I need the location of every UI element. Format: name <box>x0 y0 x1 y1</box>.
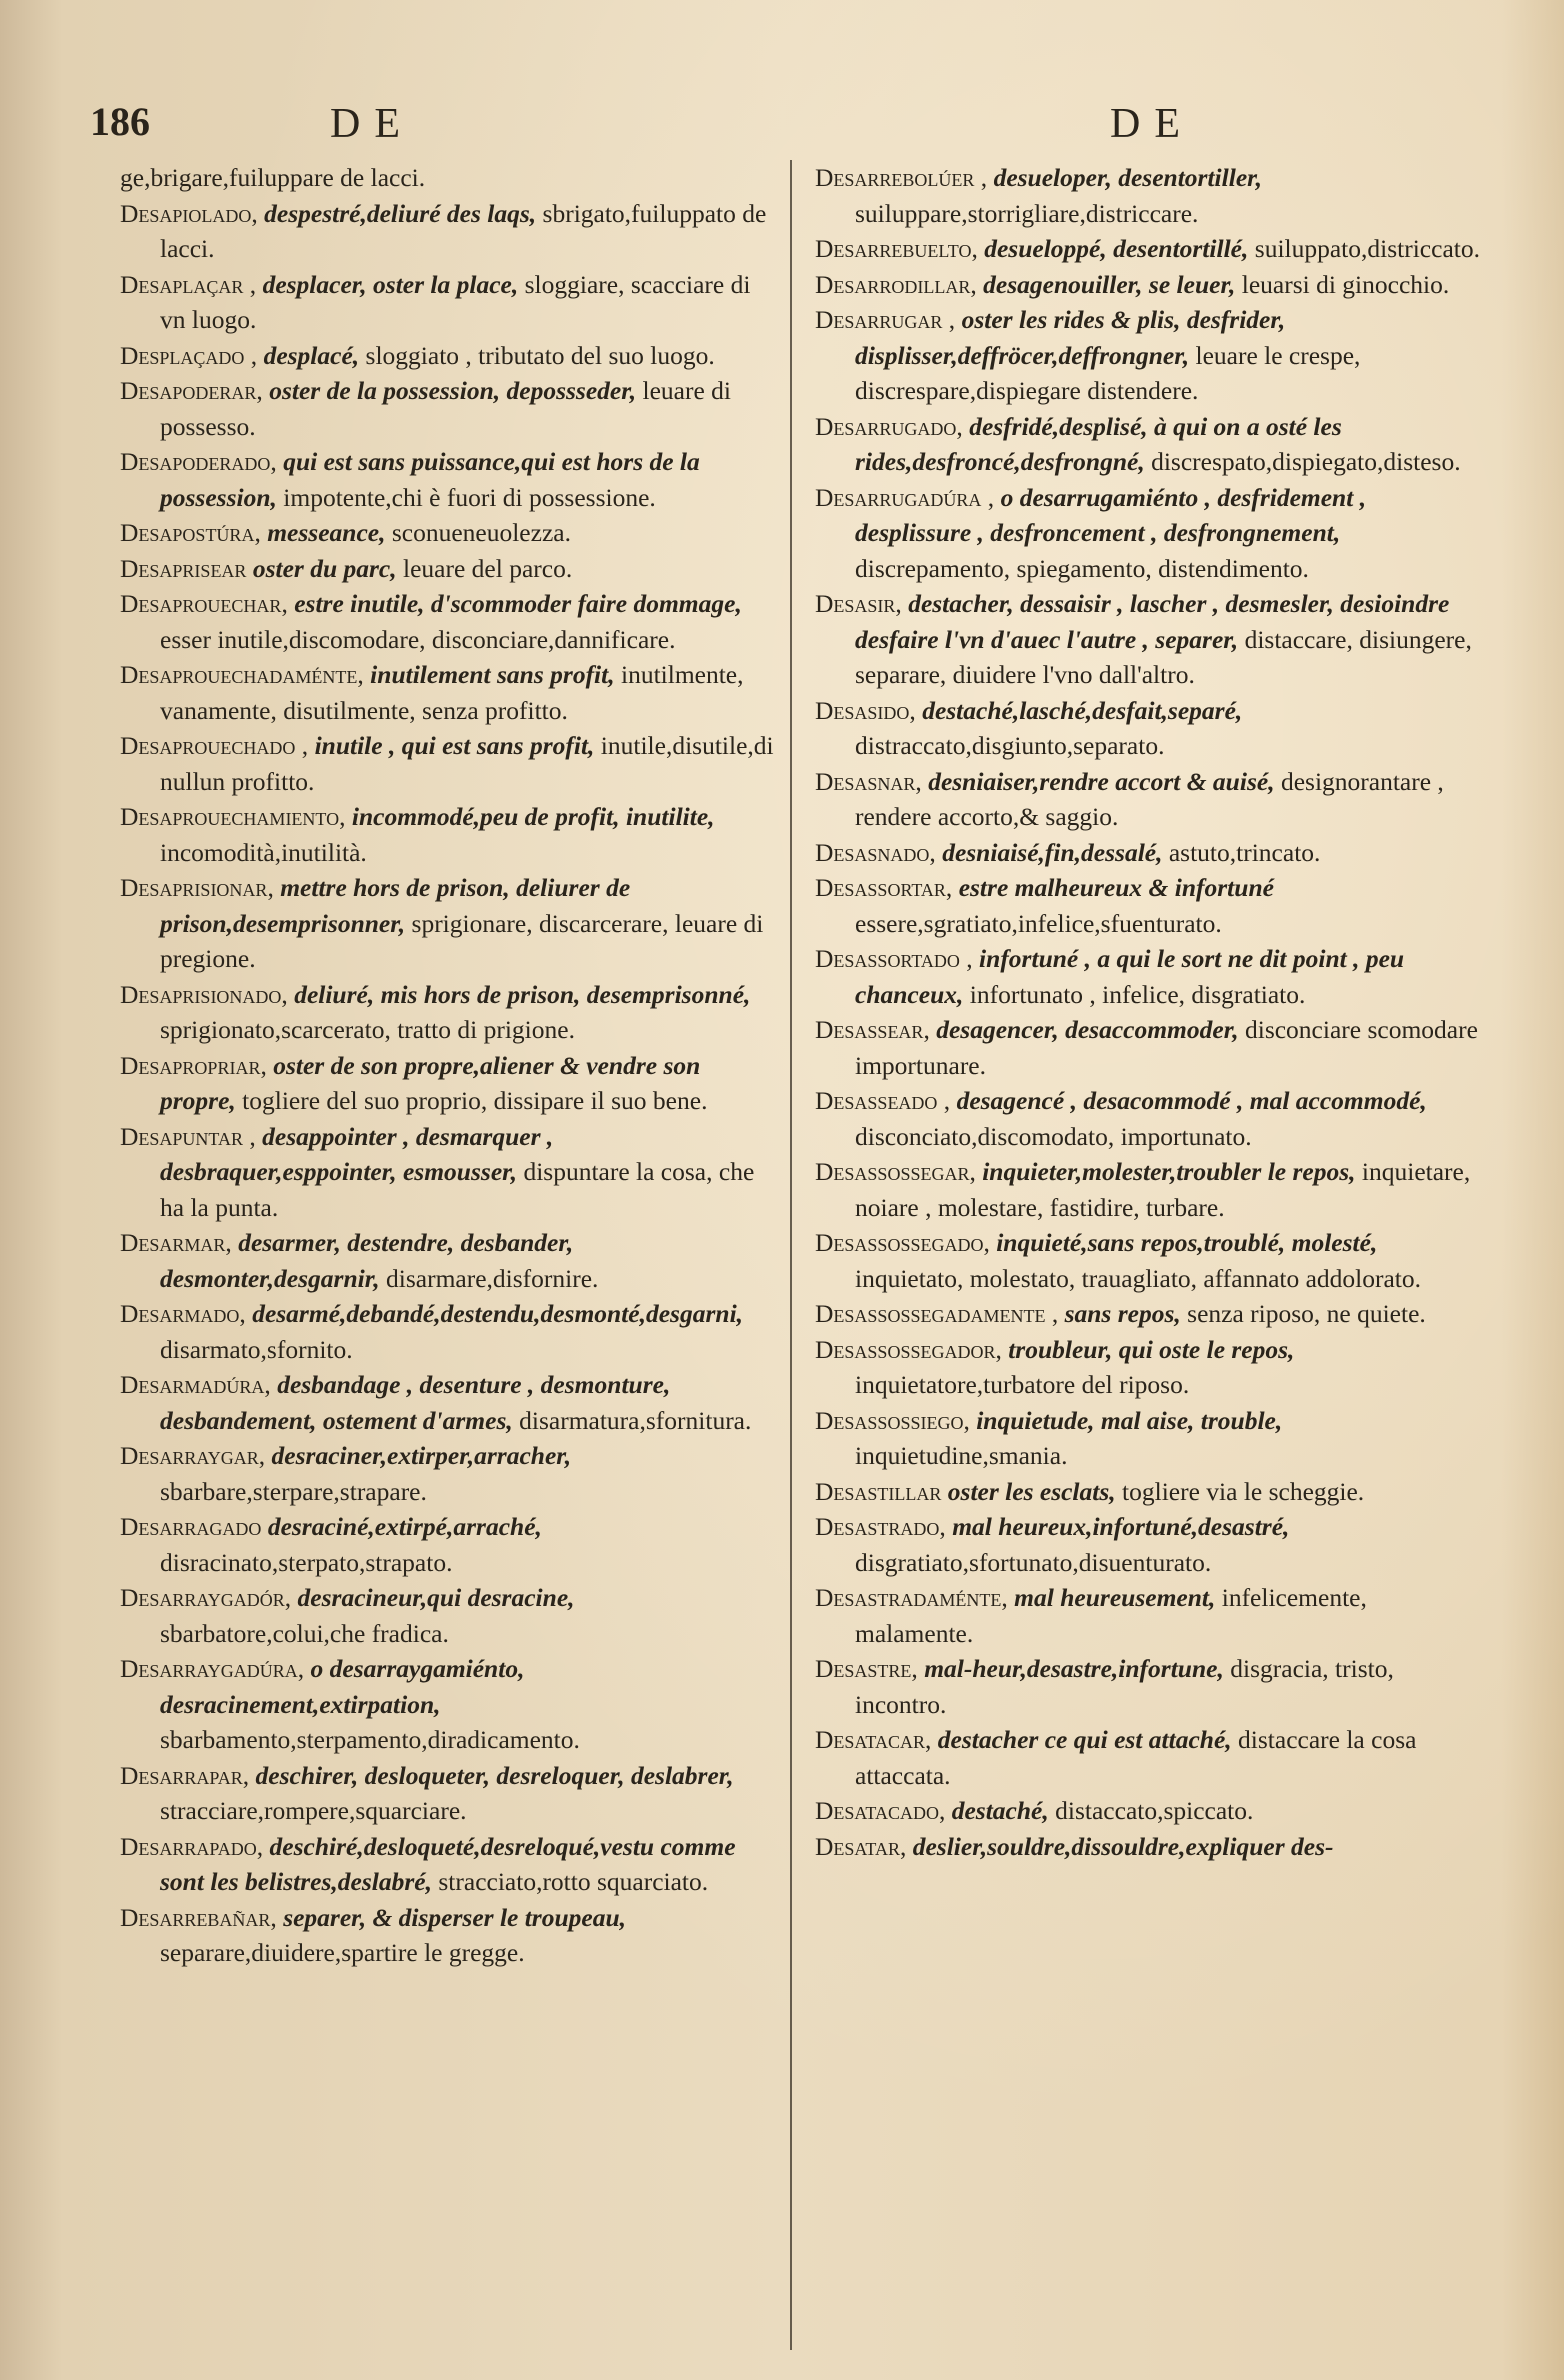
dictionary-entry <box>120 1509 780 1580</box>
entry-italian-gloss: disarmatura,sfornitura. <box>519 1405 752 1435</box>
dictionary-entry <box>120 1225 780 1296</box>
entry-french-gloss: destaché, <box>951 1796 1049 1825</box>
dictionary-entry <box>120 1758 780 1829</box>
entry-french-gloss: desraciné,extirpé,arraché, <box>267 1512 542 1541</box>
entry-headword: Desasido, <box>815 695 916 725</box>
entry-italian-gloss: essere,sgratiato,infelice,sfuenturato. <box>855 908 1222 938</box>
entry-french-gloss: desueloppé, desentortillé, <box>984 234 1249 263</box>
page-header <box>90 98 1524 158</box>
entry-headword: Desarrugar , <box>815 305 956 334</box>
entry-italian-gloss: disracinato,sterpato,strapato. <box>160 1547 453 1577</box>
entry-italian-gloss: leuare del parco. <box>403 553 573 583</box>
entry-headword: Desarrapar, <box>120 1760 250 1790</box>
entry-headword: Desatacado, <box>815 1796 946 1825</box>
entry-italian-gloss: sbarbare,sterpare,strapare. <box>160 1476 427 1506</box>
entry-italian-gloss: infelicemente, malamente. <box>855 1583 1367 1648</box>
entry-french-gloss: desniaiser,rendre accort & auisé, <box>928 766 1275 796</box>
entry-french-gloss: inquieté,sans repos,troublé, molesté, <box>996 1228 1378 1257</box>
entry-italian-gloss: leuare di possesso. <box>160 376 731 441</box>
dictionary-entry <box>815 160 1485 231</box>
entry-french-gloss: estre malheureux & infortuné <box>958 873 1274 902</box>
entry-french-gloss: mal heureux,infortuné,desastré, <box>952 1512 1290 1541</box>
entry-italian-gloss: discrepamento, spiegamento, distendimento. <box>855 553 1309 583</box>
entry-headword: Desarrebolúer , <box>815 163 988 192</box>
entry-french-gloss: deslier,souldre,dissouldre,expliquer des- <box>912 1831 1334 1861</box>
entry-headword: Desapostúra, <box>120 518 261 547</box>
entry-french-gloss: separer, & disperser le troupeau, <box>283 1902 627 1932</box>
entry-italian-gloss: inutilmente, vanamente, disutilmente, senza profitto. <box>160 660 744 725</box>
entry-french-gloss: deliuré, mis hors de prison, desemprisonné, <box>294 979 751 1009</box>
entry-italian-gloss: disgracia, tristo, incontro. <box>855 1654 1394 1719</box>
entry-french-gloss: oster de la possession, depossseder, <box>269 376 637 405</box>
entry-headword: Desarragado <box>120 1512 262 1541</box>
entry-headword: Desarrodillar, <box>815 269 977 299</box>
entry-french-gloss: destaché,lasché,desfait,separé, <box>922 695 1243 725</box>
running-head-right: DE <box>1110 101 1194 147</box>
entry-headword: Desasnar, <box>815 766 922 796</box>
entry-french-gloss: infortuné , a qui le sort ne dit point , peu chanceux, <box>855 944 1405 1009</box>
entry-french-gloss: o desarrugamiénto , desfridement , desplissure , desfroncement , desfrongnement, <box>855 482 1367 547</box>
entry-italian-gloss: distaccare, disiungere, separare, diuidere l'vno dall'altro. <box>855 624 1472 689</box>
dictionary-entry <box>120 1580 780 1651</box>
entry-french-gloss: oster les esclats, <box>947 1476 1116 1506</box>
entry-headword: Desarrebañar, <box>120 1902 277 1932</box>
entry-french-gloss: mal-heur,desastre,infortune, <box>924 1654 1224 1683</box>
entry-italian-gloss: suiluppare,storrigliare,districcare. <box>855 198 1199 228</box>
entry-french-gloss: inutile , qui est sans profit, <box>314 731 595 760</box>
entry-headword: Desaprisionado, <box>120 979 288 1009</box>
entry-italian-gloss: sloggiato , tributato del suo luogo. <box>365 340 715 370</box>
entry-headword: Desapuntar , <box>120 1121 256 1151</box>
entry-headword: Desarrugado, <box>815 411 963 441</box>
entry-headword: Desapoderar, <box>120 376 263 405</box>
entry-headword: Desassortar, <box>815 873 953 902</box>
entry-french-gloss: desueloper, desentortiller, <box>993 163 1263 192</box>
entry-italian-gloss: astuto,trincato. <box>1168 837 1321 867</box>
entry-french-gloss: desagencer, desaccommoder, <box>936 1015 1239 1044</box>
entry-italian-gloss: separare,diuidere,spartire le gregge. <box>160 1938 525 1967</box>
dictionary-entry <box>815 409 1485 480</box>
entry-french-gloss: destacher, dessaisir , lascher , desmesler, desioindre desfaire l'vn d'auec l'autre , separer, <box>855 589 1450 654</box>
dictionary-entry <box>120 160 780 196</box>
entry-italian-gloss: disconciato,discomodato, importunato. <box>855 1121 1252 1151</box>
entry-italian-gloss: infortunato , infelice, disgratiato. <box>969 979 1306 1009</box>
entry-italian-gloss: sconueneuolezza. <box>391 518 571 547</box>
dictionary-entry <box>120 444 780 515</box>
dictionary-entry <box>120 551 780 587</box>
entry-headword: Desapoderado, <box>120 447 277 476</box>
entry-french-gloss: desbandage , desenture , desmonture, desbandement, ostement d'armes, <box>160 1370 671 1435</box>
entry-italian-gloss: sloggiare, scacciare di vn luogo. <box>160 269 751 334</box>
entry-headword: Desassossegadamente , <box>815 1299 1059 1328</box>
entry-italian-gloss: sprigionato,scarcerato, tratto di prigione. <box>160 1015 575 1044</box>
entry-italian-gloss: inquietatore,turbatore del riposo. <box>855 1370 1190 1399</box>
entry-italian-gloss: esser inutile,discomodare, disconciare,dannificare. <box>160 624 676 654</box>
entry-french-gloss: estre inutile, d'scommoder faire dommage, <box>294 589 742 618</box>
entry-french-gloss: oster de son propre,aliener & vendre son propre, <box>160 1050 701 1115</box>
entry-headword: Desastrado, <box>815 1512 946 1541</box>
entry-headword: Desarraygar, <box>120 1441 266 1470</box>
entry-headword: Desasseado , <box>815 1086 951 1115</box>
entry-italian-gloss: disconciare scomodare importunare. <box>855 1015 1478 1080</box>
entry-italian-gloss: impotente,chi è fuori di possessione. <box>283 482 656 512</box>
entry-headword: Desaplaçar , <box>120 269 257 299</box>
dictionary-entry <box>120 515 780 551</box>
dictionary-entry <box>815 1403 1485 1474</box>
dictionary-entry <box>815 764 1485 835</box>
entry-headword: Desaprouechar, <box>120 589 288 618</box>
entry-italian-gloss: dispuntare la cosa, che ha la punta. <box>160 1157 755 1222</box>
entry-italian-gloss: inquietare, noiare , molestare, fastidire, turbare. <box>855 1157 1471 1222</box>
dictionary-entry <box>120 728 780 799</box>
entry-french-gloss: despestré,deliuré des laqs, <box>264 198 537 228</box>
entry-headword: Desatar, <box>815 1831 907 1861</box>
entry-italian-gloss: distraccato,disgiunto,separato. <box>855 731 1165 760</box>
entry-headword: Desaprouechadaménte, <box>120 660 364 689</box>
entry-french-gloss: destacher ce qui est attaché, <box>937 1725 1232 1754</box>
entry-french-gloss: desfridé,desplisé, à qui on a osté les rides,desfroncé,desfrongné, <box>855 411 1342 476</box>
dictionary-entry <box>815 1474 1485 1510</box>
dictionary-entry <box>120 267 780 338</box>
right-column <box>815 160 1485 1864</box>
entry-headword: Desastillar <box>815 1476 942 1506</box>
entry-french-gloss: mettre hors de prison, deliurer de prison,desemprisonner, <box>160 873 631 938</box>
left-column <box>120 160 780 1971</box>
entry-french-gloss: messeance, <box>267 518 386 547</box>
dictionary-entry <box>815 586 1485 693</box>
dictionary-entry <box>120 338 780 374</box>
dictionary-entry <box>120 1296 780 1367</box>
entry-italian-gloss: discrespato,dispiegato,disteso. <box>1151 447 1461 476</box>
dictionary-entry <box>815 941 1485 1012</box>
dictionary-entry <box>120 586 780 657</box>
entry-french-gloss: inutilement sans profit, <box>370 660 615 689</box>
dictionary-entry <box>815 480 1485 587</box>
entry-french-gloss: deschirer, desloqueter, desreloquer, deslabrer, <box>255 1760 734 1790</box>
entry-french-gloss: desplacé, <box>263 340 360 370</box>
entry-french-gloss: inquietude, mal aise, trouble, <box>976 1405 1283 1435</box>
entry-french-gloss: desraciner,extirper,arracher, <box>271 1441 572 1470</box>
dictionary-entry <box>815 1651 1485 1722</box>
entry-headword: Desarrapado, <box>120 1831 264 1861</box>
dictionary-entry <box>815 267 1485 303</box>
entry-italian-gloss: inquietudine,smania. <box>855 1441 1068 1470</box>
dictionary-entry <box>815 1012 1485 1083</box>
dictionary-entry <box>120 799 780 870</box>
entry-headword: Desarraygadúra, <box>120 1654 305 1683</box>
page-number: 186 <box>90 99 150 144</box>
entry-french-gloss: incommodé,peu de profit, inutilite, <box>351 802 715 831</box>
entry-italian-gloss: inutile,disutile,di nullun profitto. <box>160 731 774 796</box>
entry-headword: Desassear, <box>815 1015 930 1044</box>
entry-headword: Desaprisionar, <box>120 873 274 902</box>
dictionary-entry <box>120 1829 780 1900</box>
dictionary-entry <box>815 1793 1485 1829</box>
entry-headword: Desaprouechamiento, <box>120 802 346 831</box>
entry-headword: Desaprouechado , <box>120 731 309 760</box>
entry-french-gloss: deschiré,desloqueté,desreloqué,vestu comme sont les belistres,deslabré, <box>160 1831 736 1896</box>
dictionary-entry <box>815 1225 1485 1296</box>
entry-headword: Desarrebuelto, <box>815 234 978 263</box>
dictionary-entry <box>120 657 780 728</box>
dictionary-entry <box>815 1829 1485 1865</box>
dictionary-entry <box>120 196 780 267</box>
running-head-left: DE <box>330 101 414 147</box>
entry-french-gloss: oster du parc, <box>252 553 397 583</box>
dictionary-entry <box>120 870 780 977</box>
dictionary-entry <box>815 693 1485 764</box>
entry-headword: Desarrugadúra , <box>815 482 995 512</box>
entry-italian-gloss: distaccato,spiccato. <box>1055 1796 1254 1825</box>
entry-french-gloss: desagenouiller, se leuer, <box>983 269 1236 299</box>
entry-headword: Desatacar, <box>815 1725 932 1754</box>
entry-french-gloss: qui est sans puissance,qui est hors de la possession, <box>160 447 700 512</box>
entry-italian-gloss: sbarbatore,colui,che fradica. <box>160 1618 449 1648</box>
entry-french-gloss: mal heureusement, <box>1014 1583 1216 1612</box>
entry-french-gloss: inquieter,molester,troubler le repos, <box>982 1157 1356 1186</box>
entry-french-gloss: desarmé,debandé,destendu,desmonté,desgarni, <box>252 1299 744 1328</box>
entry-headword: Desapropriar, <box>120 1050 267 1080</box>
entry-headword: Desasnado, <box>815 837 936 867</box>
entry-italian-gloss: inquietato, molestato, trauagliato, affannato addolorato. <box>855 1263 1422 1293</box>
dictionary-entry <box>120 1048 780 1119</box>
dictionary-entry <box>815 231 1485 267</box>
entry-french-gloss: desagencé , desacommodé , mal accommodé, <box>956 1086 1427 1115</box>
dictionary-entry <box>815 1509 1485 1580</box>
entry-headword: Desastre, <box>815 1654 918 1683</box>
entry-italian-gloss: disgratiato,sfortunato,disuenturato. <box>855 1547 1212 1577</box>
entry-french-gloss: desappointer , desmarquer , desbraquer,esppointer, esmousser, <box>160 1121 554 1186</box>
entry-italian-gloss: ge,brigare,fuiluppare de lacci. <box>120 163 426 192</box>
dictionary-entry <box>120 1651 780 1758</box>
dictionary-entry <box>815 1083 1485 1154</box>
dictionary-entry <box>120 977 780 1048</box>
entry-french-gloss: sans repos, <box>1064 1299 1181 1328</box>
entry-headword: Desarraygadór, <box>120 1583 292 1612</box>
dictionary-entry <box>120 1438 780 1509</box>
entry-french-gloss: desarmer, destendre, desbander, desmonter,desgarnir, <box>160 1228 574 1293</box>
entry-italian-gloss: suiluppato,districcato. <box>1254 234 1480 263</box>
entry-italian-gloss: leuare le crespe, discrespare,dispiegare distendere. <box>855 340 1361 405</box>
entry-headword: Desasir, <box>815 589 902 618</box>
entry-headword: Desassossiego, <box>815 1405 970 1435</box>
entry-italian-gloss: senza riposo, ne quiete. <box>1187 1299 1426 1328</box>
entry-headword: Desarmar, <box>120 1228 232 1257</box>
dictionary-entry <box>120 1900 780 1971</box>
entry-italian-gloss: designorantare , rendere accorto,& saggio. <box>855 766 1444 831</box>
entry-headword: Desassossegador, <box>815 1334 1002 1364</box>
dictionary-entry <box>815 1296 1485 1332</box>
dictionary-entry <box>120 1367 780 1438</box>
entry-italian-gloss: sbrigato,fuiluppato de lacci. <box>160 198 767 263</box>
entry-headword: Desassossegar, <box>815 1157 976 1186</box>
entry-french-gloss: desplacer, oster la place, <box>262 269 519 299</box>
entry-headword: Desapiolado, <box>120 198 258 228</box>
entry-italian-gloss: leuarsi di ginocchio. <box>1241 269 1450 299</box>
entry-italian-gloss: togliere del suo proprio, dissipare il suo bene. <box>242 1086 708 1115</box>
dictionary-entry <box>815 835 1485 871</box>
dictionary-entry <box>815 302 1485 409</box>
entry-headword: Desaprisear <box>120 553 247 583</box>
column-rule <box>790 160 792 2350</box>
entry-headword: Desarmadúra, <box>120 1370 271 1399</box>
entry-headword: Desarmado, <box>120 1299 246 1328</box>
dictionary-entry <box>815 870 1485 941</box>
entry-french-gloss: desniaisé,fin,dessalé, <box>942 837 1163 867</box>
entry-italian-gloss: disarmato,sfornito. <box>160 1334 353 1364</box>
entry-french-gloss: o desarraygamiénto, desracinement,extirpation, <box>160 1654 525 1719</box>
entry-italian-gloss: stracciare,rompere,squarciare. <box>160 1796 467 1825</box>
entry-french-gloss: troubleur, qui oste le repos, <box>1008 1334 1295 1364</box>
dictionary-entry <box>815 1722 1485 1793</box>
entry-italian-gloss: sbarbamento,sterpamento,diradicamento. <box>160 1725 580 1754</box>
dictionary-entry <box>120 373 780 444</box>
entry-headword: Desplaçado , <box>120 340 258 370</box>
entry-italian-gloss: togliere via le scheggie. <box>1122 1476 1365 1506</box>
entry-italian-gloss: distaccare la cosa attaccata. <box>855 1725 1417 1790</box>
entry-headword: Desassossegado, <box>815 1228 990 1257</box>
entry-italian-gloss: sprigionare, discarcerare, leuare di pregione. <box>160 908 764 973</box>
dictionary-entry <box>120 1119 780 1226</box>
entry-italian-gloss: disarmare,disfornire. <box>386 1263 599 1293</box>
dictionary-entry <box>815 1332 1485 1403</box>
entry-french-gloss: desracineur,qui desracine, <box>297 1583 575 1612</box>
entry-headword: Desastradaménte, <box>815 1583 1008 1612</box>
entry-headword: Desassortado , <box>815 944 973 973</box>
dictionary-entry <box>815 1154 1485 1225</box>
dictionary-entry <box>815 1580 1485 1651</box>
entry-italian-gloss: incomodità,inutilità. <box>160 837 367 867</box>
entry-french-gloss: oster les rides & plis, desfrider, displisser,deffröcer,deffrongner, <box>855 305 1286 370</box>
entry-italian-gloss: stracciato,rotto squarciato. <box>438 1867 709 1896</box>
